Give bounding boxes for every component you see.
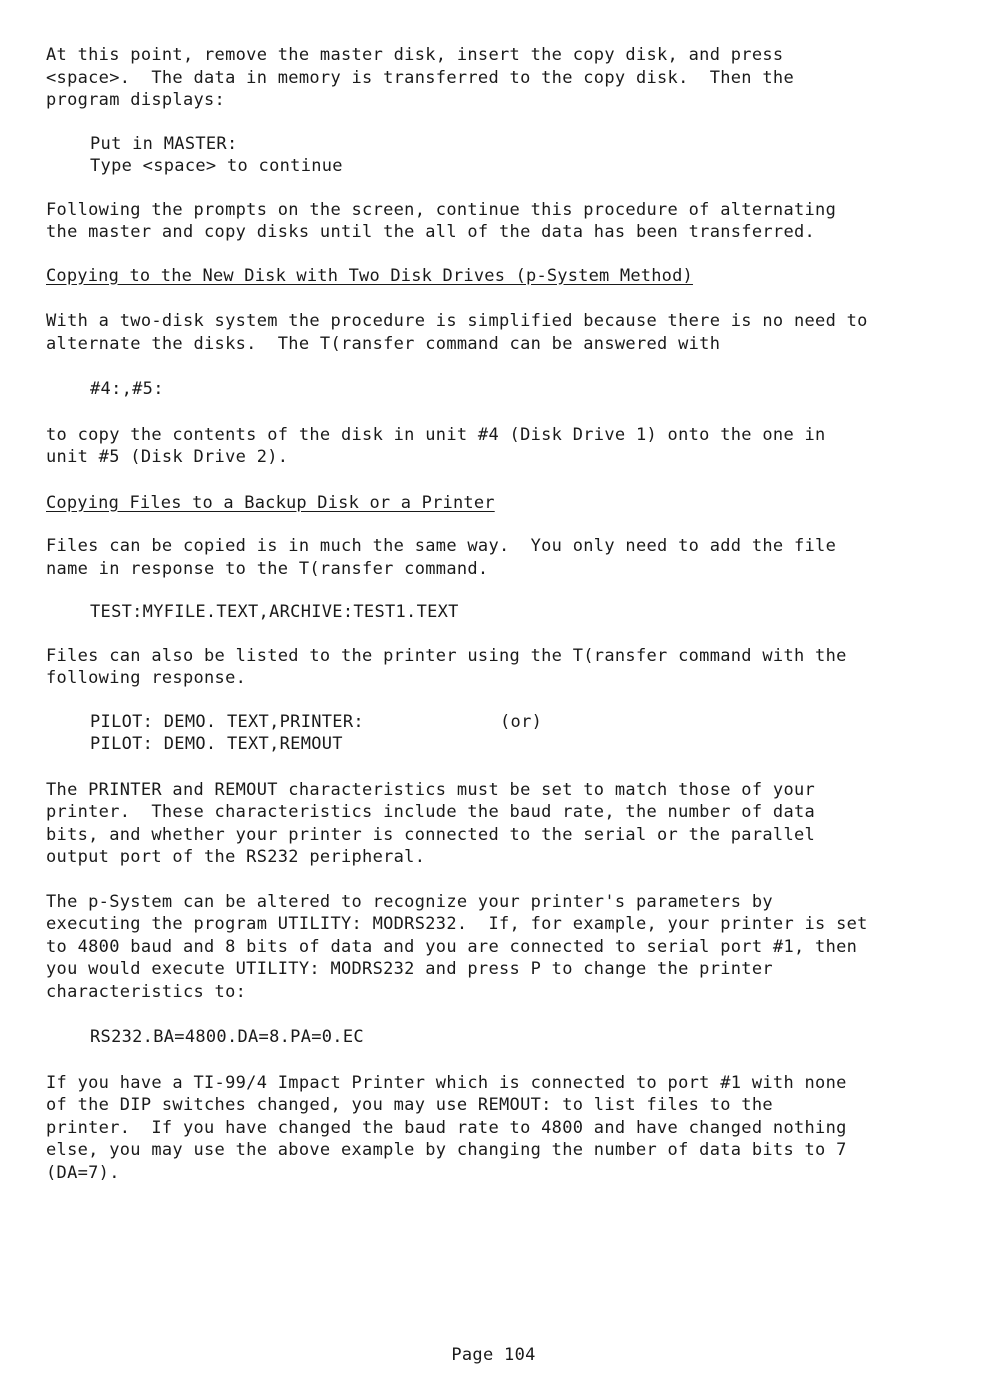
paragraph-modrs232: The p-System can be altered to recognize your printer's parameters by executing the program UTILITY: MODRS232. If, for example, your printer is set to 4800 baud and 8 bits of data and you are connected to serial port #1, then you would execute UTILITY: MODRS232 and press P to change the printer characteristics to: bbox=[46, 891, 868, 1002]
code-transfer-file: TEST:MYFILE.TEXT,ARCHIVE:TEST1.TEXT bbox=[90, 602, 459, 622]
paragraph-printer-characteristics: The PRINTER and REMOUT characteristics must be set to match those of your printer. These characteristics include the baud rate, the number of data bits, and whether your printer is connected to the serial or the parallel output port of the RS232 peripheral. bbox=[46, 779, 816, 867]
paragraph-copy-files: Files can be copied is in much the same way. You only need to add the file name in response to the T(ransfer command. bbox=[46, 536, 837, 579]
page-number: Page 104 bbox=[451, 1345, 536, 1365]
paragraph-copy-units: to copy the contents of the disk in unit #4 (Disk Drive 1) onto the one in unit #5 (Disk Drive 2). bbox=[46, 424, 826, 467]
code-unit-response: #4:,#5: bbox=[90, 379, 164, 399]
section-heading-two-drives: Copying to the New Disk with Two Disk Drives (p-System Method) bbox=[46, 265, 693, 286]
code-put-in-master: Put in MASTER: Type <space> to continue bbox=[90, 133, 343, 176]
paragraph-two-disk-system: With a two-disk system the procedure is simplified because there is no need to alternate the disks. The T(ransfer command can be answered with bbox=[46, 311, 868, 354]
code-rs232-settings: RS232.BA=4800.DA=8.PA=0.EC bbox=[90, 1027, 364, 1047]
paragraph-impact-printer: If you have a TI-99/4 Impact Printer which is connected to port #1 with none of the DIP switches changed, you may use REMOUT: to list files to the printer. If you have changed the baud rate to 4800 and have changed nothing else, you may use the above example by changing the number of data bits to 7 (DA=7). bbox=[46, 1072, 847, 1183]
page-body bbox=[46, 44, 946, 1184]
code-printer-response: PILOT: DEMO. TEXT,PRINTER: (or) PILOT: DEMO. TEXT,REMOUT bbox=[90, 711, 543, 754]
paragraph-list-printer: Files can also be listed to the printer using the T(ransfer command with the following response. bbox=[46, 645, 847, 688]
paragraph-swap-disks: At this point, remove the master disk, insert the copy disk, and press <space>. The data in memory is transferred to the copy disk. Then the program displays: bbox=[46, 45, 794, 110]
paragraph-alternating: Following the prompts on the screen, continue this procedure of alternating the master and copy disks until the all of the data has been transferred. bbox=[46, 199, 837, 242]
section-heading-backup-printer: Copying Files to a Backup Disk or a Printer bbox=[46, 492, 495, 513]
